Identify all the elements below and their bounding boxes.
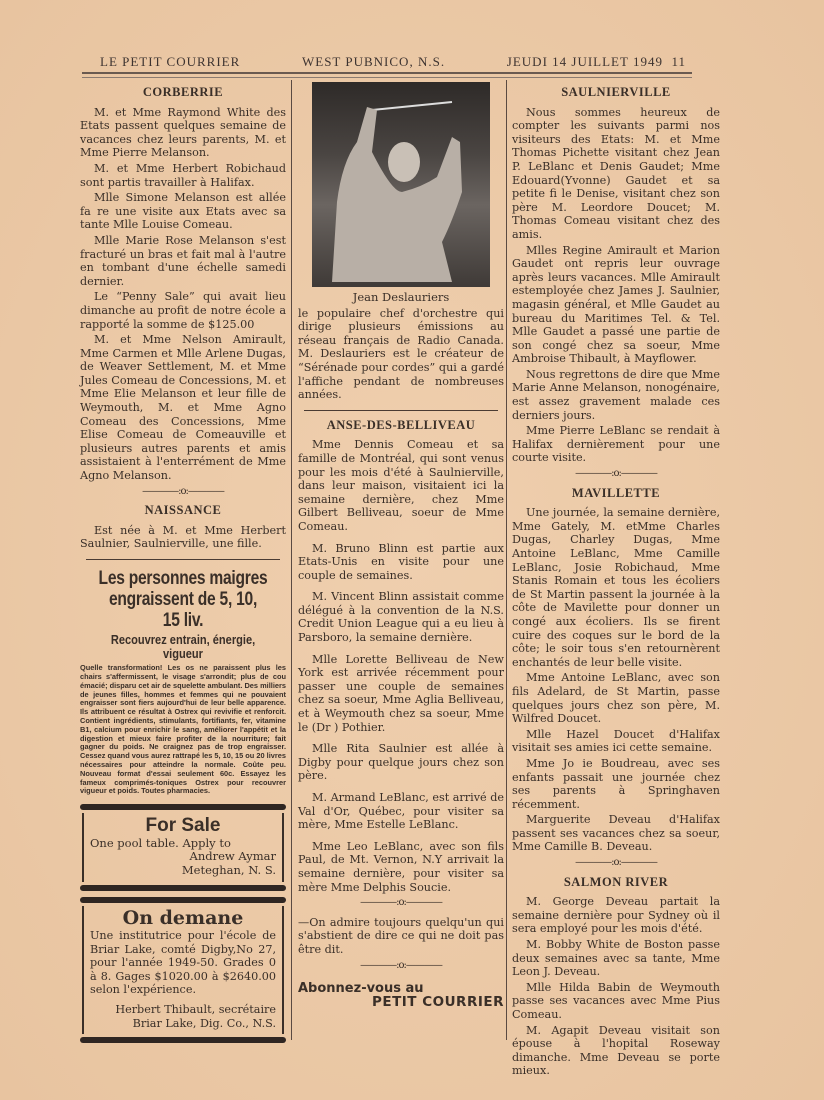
box-border-top — [80, 897, 286, 903]
for-sale-line1: One pool table. Apply to — [90, 835, 231, 850]
column-divider — [506, 80, 507, 1040]
for-sale-line2: Andrew Aymar — [189, 849, 276, 864]
article-paragraph: Mme Jo ie Boudreau, avec ses enfants passait une journée chez ses parents à Springhaven récemment. — [512, 756, 720, 811]
article-paragraph: M. Armand LeBlanc, est arrivé de Val d'Or, Québec, pour visiter sa mère, Mme Estelle LeBlanc. — [298, 791, 504, 832]
photo-description: le populaire chef d'orchestre qui dirige plusieurs émissions au réseau français de Radio Canada. M. Deslauriers est le créateur de “Sérénade pour cordes” qui a gardé l'affiche pendant de nombreuses années. — [298, 306, 504, 402]
section-heading-naissance: NAISSANCE — [144, 503, 222, 518]
article-paragraph: M. George Deveau partait la semaine dernière pour Sydney où il sera employé pour les mois d'été. — [512, 895, 720, 936]
article-paragraph: Marguerite Deveau d'Halifax passent ses vacances chez sa soeur, Mme Camille B. Deveau. — [512, 813, 720, 854]
column-middle — [298, 82, 504, 1009]
masthead-place: WEST PUBNICO, N.S. — [301, 54, 446, 69]
horizontal-rule — [304, 410, 498, 411]
article-paragraph: Mme Dennis Comeau et sa famille de Montréal, qui sont venus pour les mois d'été à Saulnierville, dans leur maison, visitaient ici la semaine dernière, chez Mme Gilbert Belliveau, soeur de Mme Comeau. — [298, 438, 504, 533]
article-paragraph: M. Agapit Deveau visitait son épouse à l'hopital Roseway dimanche. Mme Deveau se porte mieux. — [512, 1023, 720, 1078]
separator: ————:o:———— — [575, 857, 657, 869]
separator: ————:o:———— — [360, 897, 442, 909]
for-sale-box — [82, 813, 284, 881]
article-paragraph: M. Vincent Blinn assistait comme délégué à la convention de la N.S. Credit Union League qui a eu lieu à Parsboro, la semaine dernière. — [298, 590, 504, 645]
separator: ————:o:———— — [575, 468, 657, 480]
masthead-date-page — [507, 54, 686, 70]
horizontal-rule — [86, 559, 280, 560]
article-paragraph: M. et Mme Herbert Robichaud sont partis travailler à Halifax. — [80, 161, 286, 189]
article-paragraph: Mlle Marie Rose Melanson s'est fracturé un bras et fait mal à l'autre en tombant d'une échelle samedi dernier. — [80, 233, 286, 288]
article-paragraph: Mlle Simone Melanson est allée fa re une visite aux Etats avec sa tante Mlle Louise Comeau. — [80, 191, 286, 232]
advertisement-maigres — [80, 568, 286, 796]
quote-paragraph: —On admire toujours quelqu'un qui s'abstient de dire ce qui ne doit pas être dit. — [298, 915, 504, 956]
ad-title-line1: Les personnes maigres — [98, 568, 268, 589]
ad-title-line2: engraissent de 5, 10, 15 liv. — [108, 589, 258, 631]
column-divider — [291, 80, 292, 1040]
photo-caption: Jean Deslauriers — [352, 290, 450, 304]
article-paragraph: Mlle Hazel Doucet d'Halifax visitait ses amies ici cette semaine. — [512, 727, 720, 755]
article-paragraph: Mlle Lorette Belliveau de New York est arrivée récemment pour passer une couple de semaines chez sa soeur, Mme Aglia Belliveau, et à Weymouth chez sa soeur, Mme le (Dr ) Pothier. — [298, 652, 504, 734]
on-demane-signature2: Briar Lake, Dig. Co., N.S. — [132, 1016, 276, 1030]
article-paragraph: Mme Antoine LeBlanc, avec son fils Adelard, de St Martin, passe quelques jours chez son père, M. Wilfred Doucet. — [512, 671, 720, 726]
section-heading-corberrie: CORBERRIE — [142, 85, 224, 99]
section-heading-salmon-river: SALMON RIVER — [563, 874, 669, 889]
on-demane-body: Une institutrice pour l'école de Briar Lake, comté Digby,No 27, pour l'année 1949-50. Grades 0 à 8. Gages $1020.00 à $2640.00 selon l'expérience. — [90, 929, 276, 997]
article-paragraph: Mlles Regine Amirault et Marion Gaudet ont repris leur ouvrage après leurs vacances. Mlle Amirault estemployée chez James J. Saulnier, magasin général, et Mlle Gaudet au bureau du Maritimes Tel. & Tel. Mlle Gaudet a passé une partie de son congé chez sa soeur, Mme Ambroise Thibault, à Mayflower. — [512, 243, 720, 366]
subscribe-line1: Abonnez-vous au — [298, 981, 424, 997]
section-heading-saulnierville: SAULNIERVILLE — [561, 85, 671, 99]
box-border-top — [80, 804, 286, 810]
box-border-bottom — [80, 885, 286, 891]
ad-subtitle: Recouvrez entrain, énergie, vigueur — [110, 632, 256, 661]
article-paragraph: Nous sommes heureux de compter les suivants parmi nos visiteurs des Etats: M. et Mme Thomas Pichette visitant chez Jean P. LeBlanc et Denis Gaudet; Mme Edouard(Yvonne) Gaudet et sa petite fi le Denise, visitant chez son père M. Leordore Doucet; M. Thomas Comeau visitant chez des amis. — [512, 105, 720, 241]
article-paragraph: Mlle Rita Saulnier est allée à Digby pour quelque jours chez son père. — [298, 742, 504, 783]
article-paragraph: Le “Penny Sale” qui avait lieu dimanche au profit de notre école a rapporté la somme de $125.00 — [80, 290, 286, 331]
section-heading-anse-des-belliveau: ANSE-DES-BELLIVEAU — [326, 417, 476, 432]
on-demane-signature1: Herbert Thibault, secrétaire — [115, 1003, 276, 1017]
article-paragraph: Nous regrettons de dire que Mme Marie Anne Melanson, nonogénaire, est assez gravement malade ces derniers jours. — [512, 367, 720, 422]
article-paragraph: Mme Leo LeBlanc, avec son fils Paul, de Mt. Vernon, N.Y arrivait la semaine dernière, pour visiter sa mère Mme Delphis Soucie. — [298, 839, 504, 894]
column-right — [512, 82, 720, 1080]
masthead — [100, 52, 686, 70]
masthead-rule — [82, 72, 692, 78]
article-paragraph: M. Bruno Blinn est partie aux Etats-Unis en visite pour une couple de semaines. — [298, 541, 504, 582]
column-left — [80, 82, 286, 1046]
separator: ————:o:———— — [142, 485, 224, 497]
for-sale-title: For Sale — [145, 815, 221, 837]
article-paragraph: M. Bobby White de Boston passe deux semaines avec sa tante, Mme Leon J. Deveau. — [512, 938, 720, 979]
article-paragraph: Mlle Hilda Babin de Weymouth passe ses vacances avec Mme Pius Comeau. — [512, 980, 720, 1021]
article-paragraph: M. et Mme Raymond White des Etats passent quelques semaine de vacances chez leurs parents, M. et Mme Pierre Melanson. — [80, 105, 286, 160]
on-demane-title: On demane — [122, 906, 244, 929]
masthead-paper-name: LE PETIT COURRIER — [100, 54, 241, 69]
article-paragraph: Mme Pierre LeBlanc se rendait à Halifax dernièrement pour une courte visite. — [512, 424, 720, 465]
masthead-page-number: 11 — [671, 54, 686, 69]
section-heading-mavillette: MAVILLETTE — [571, 485, 661, 500]
article-paragraph: Est née à M. et Mme Herbert Saulnier, Saulnierville, une fille. — [80, 523, 286, 551]
conductor-photo — [312, 82, 490, 287]
subscribe-line2: PETIT COURRIER — [371, 993, 504, 1010]
conductor-figure-icon — [312, 82, 490, 287]
article-paragraph: M. et Mme Nelson Amirault, Mme Carmen et Mlle Arlene Dugas, de Weaver Settlement, M. et Mme Jules Comeau de Concessions, M. et Mme Elie Melanson et leur fille de Weymouth, M. et Mme Agno Comeau des Concessions, Mme Elise Comeau de Comeauville et plusieurs autres parents et amis assistaient à l'enterrément de Mme Agno Melanson. — [80, 333, 286, 483]
on-demane-box — [82, 906, 284, 1035]
article-paragraph: Une journée, la semaine dernière, Mme Gately, M. etMme Charles Dugas, Charley Dugas, Mme Antoine LeBlanc, Mme Camille LeBlanc, Josie Robichaud, Mme Stanis Romain et tous les écoliers de St Martin passent la journée à la côte de Mavilette pour donner un congé aux écoliers. Ils se firent cuire des coques sur le bord de la côte; le soir tous s'en retournèrent enchantés de leur belle visite. — [512, 506, 720, 669]
masthead-date: JEUDI 14 JUILLET 1949 — [506, 54, 663, 69]
separator: ————:o:———— — [360, 959, 442, 971]
ad-body: Quelle transformation! Les os ne paraissent plus les chairs s'affermissent, le visage s'arrondit; plus de cou émacié; disparu cet air de squelette ambulant. Des milliers de jeunes filles, hommes et femmes qui ne pouvaient engraisser sont fiers aujourd'hui de leur belle apparence. Ils attribuent ce résultat à Ostrex qui revivifie et renforcit. Contient ingrédients, stimulants, fortifiants, fer, vitamine B1, calcium pour enrichir le sang, améliorer l'appétit et la digestion et mieux faire profiter de la nourriture; fait gagner du poids. Ne craignez pas de trop engraisser. Cessez quand vous aurez rattrapé les 5, 10, 15 ou 20 livres nécessaires pour atteindre la normale. Coûte peu. Nouveau format d'essai seulement 60c. Essayez les fameux comprimés-toniques Ostrex pour recouvrer vigueur et poids. Toutes pharmacies. — [80, 663, 286, 796]
for-sale-line3: Meteghan, N. S. — [181, 862, 276, 877]
box-border-bottom — [80, 1037, 286, 1043]
